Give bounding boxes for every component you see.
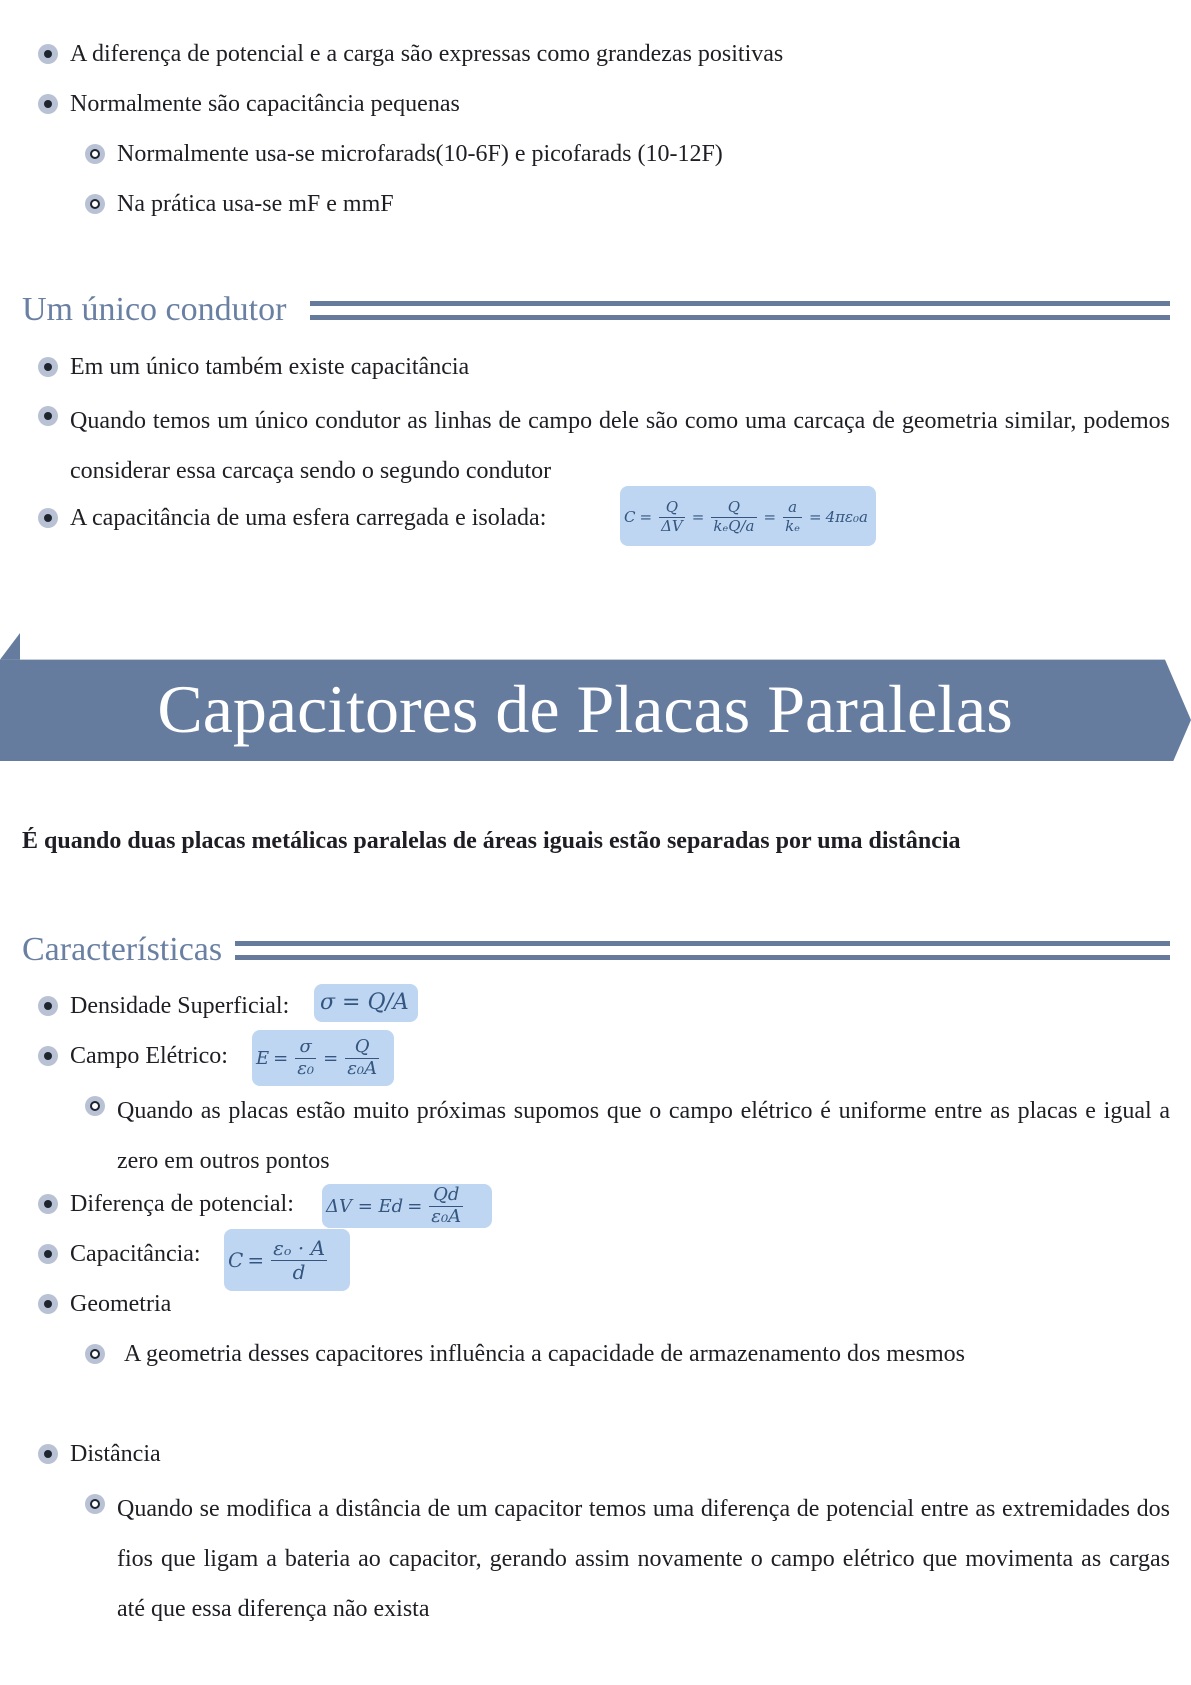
capacitance-formula-text [228,1231,330,1289]
formula-equals: = [691,508,705,526]
definition-text: É quando duas placas metálicas paralelas de áreas iguais estão separadas por uma distância [22,828,961,854]
formula-equals: = [763,508,777,526]
banner-title: Capacitores de Placas Paralelas [157,671,1013,747]
fraction-numerator: σ [295,1037,316,1059]
bullet-filled-icon [38,996,58,1016]
bullet-hollow-icon [85,1494,105,1514]
fraction-denominator: ΔV [661,516,683,535]
fraction-numerator: Q [659,499,685,517]
single-bullet-1: Em um único também existe capacitância [70,354,470,380]
single-bullet-3: A capacitância de uma esfera carregada e isolada: [70,505,547,531]
bullet-filled-icon [38,406,58,426]
intro-sub-bullet-2: Na prática usa-se mF e mmF [117,191,394,217]
fraction-denominator: ε₀A [347,1057,378,1079]
formula-equals: = [273,1047,289,1069]
fraction-denominator: d [292,1259,306,1284]
fraction-numerator: Q [345,1037,379,1059]
formula-symbol: C [624,508,636,526]
formula-fraction [295,1037,316,1079]
formula-fraction [711,499,756,535]
heading-rule [310,301,1170,306]
feature-sub-distance: Quando se modifica a distância de um capacitor temos uma diferença de potencial entre as extremidades dos fios que ligam a bateria ao capacitor, gerando assim novamente o campo elétrico que movimenta as cargas até que essa diferença não exista [117,1496,1170,1622]
bullet-filled-icon [38,357,58,377]
feature-label-surface-density: Densidade Superficial: [70,993,290,1019]
fraction-denominator: ε₀ [297,1057,315,1079]
fraction-numerator: εₒ · A [273,1235,326,1260]
fraction-denominator: kₑ [785,516,800,535]
bullet-filled-icon [38,1244,58,1264]
formula-fraction [271,1237,327,1284]
single-bullet-2: Quando temos um único condutor as linhas de campo dele são como uma carcaça de geometria similar, podemos considerar essa carcaça sendo o segundo condutor [70,408,1170,484]
bullet-filled-icon [38,1046,58,1066]
intro-bullet-1: A diferença de potencial e a carga são expressas como grandezas positivas [70,41,784,67]
feature-label-geometry: Geometria [70,1291,172,1317]
bullet-filled-icon [38,94,58,114]
sphere-capacitance-formula-text [624,489,868,545]
formula-equals: = [639,508,653,526]
fraction-denominator: ε₀A [431,1205,462,1227]
bullet-filled-icon [38,1444,58,1464]
feature-label-electric-field: Campo Elétrico: [70,1043,228,1069]
formula-equals: = [809,508,822,526]
formula-fraction [429,1185,463,1227]
feature-sub-geometry: A geometria desses capacitores influência a capacidade de armazenamento dos mesmos [124,1341,965,1367]
feature-sub-uniform-field: Quando as placas estão muito próximas supomos que o campo elétrico é uniforme entre as placas e igual a zero em outros pontos [117,1098,1170,1174]
formula-fraction [659,499,685,535]
formula-symbol: C [228,1248,244,1272]
formula-equals: = [247,1248,265,1272]
fraction-numerator: Q [711,499,756,517]
feature-label-distance: Distância [70,1441,161,1467]
intro-bullet-2: Normalmente são capacitância pequenas [70,91,460,117]
feature-label-capacitance: Capacitância: [70,1241,201,1267]
banner-fold [0,633,20,660]
heading-rule [310,315,1170,320]
bullet-filled-icon [38,44,58,64]
heading-rule [235,955,1170,960]
bullet-hollow-icon [85,194,105,214]
formula-equals: = [323,1047,339,1069]
formula-equals: = [407,1195,423,1217]
potential-difference-formula-text [326,1180,466,1232]
formula-fraction [345,1037,379,1079]
heading-rule [235,941,1170,946]
fraction-numerator: Qd [429,1185,463,1207]
bullet-filled-icon [38,1194,58,1214]
bullet-hollow-icon [85,1096,105,1116]
fraction-numerator: a [783,499,802,517]
formula-fraction [783,499,802,535]
formula-symbol: E [256,1047,270,1069]
formula-symbol: ΔV = Ed [326,1195,404,1217]
bullet-filled-icon [38,508,58,528]
fraction-denominator: kₑQ/a [713,516,755,535]
surface-density-formula-text: σ = Q/A [320,990,409,1015]
intro-sub-bullet-1: Normalmente usa-se microfarads(10-6F) e picofarads (10-12F) [117,141,723,167]
bullet-filled-icon [38,1294,58,1314]
formula-result: 4πε₀a [825,508,868,526]
electric-field-formula-text [256,1031,382,1085]
bullet-hollow-icon [85,1344,105,1364]
feature-label-potential-difference: Diferença de potencial: [70,1191,294,1217]
section-heading-single-conductor: Um único condutor [22,291,287,328]
bullet-hollow-icon [85,144,105,164]
section-heading-characteristics: Características [22,931,223,968]
